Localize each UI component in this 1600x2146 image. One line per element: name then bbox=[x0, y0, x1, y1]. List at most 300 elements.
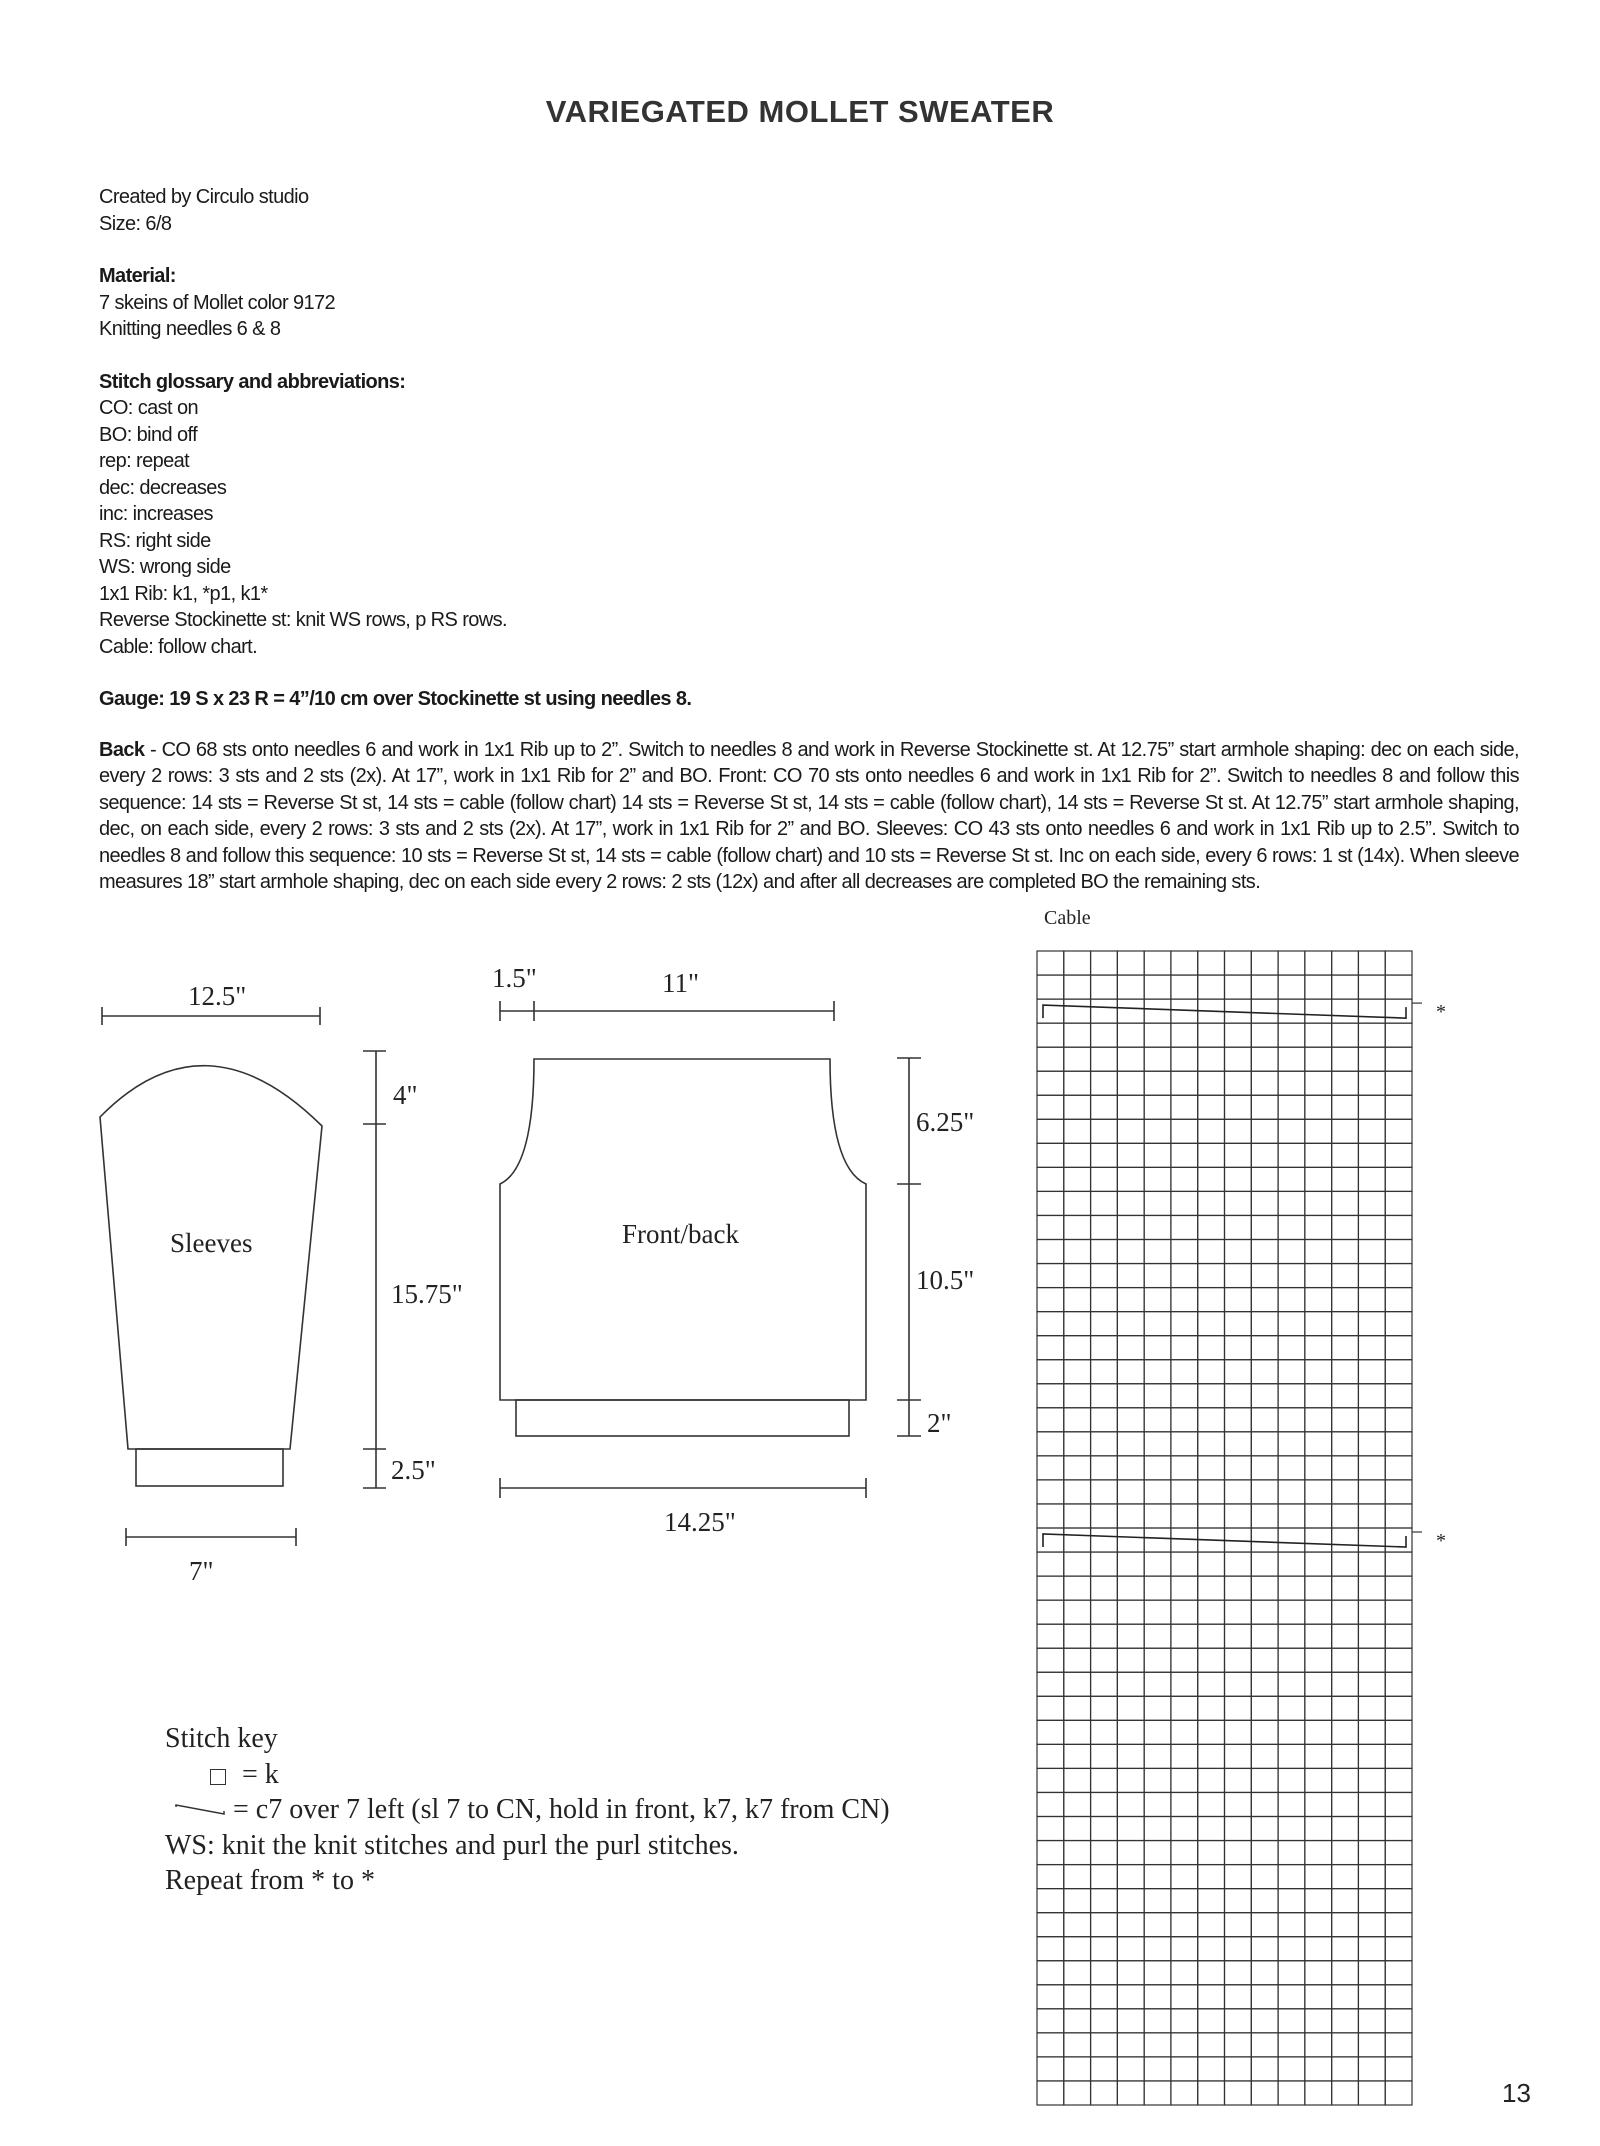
chart-cell bbox=[1305, 1672, 1332, 1696]
back-text: - CO 68 sts onto needles 6 and work in 1x1 Rib up to 2”. Switch to needles 8 and work in Reverse Stockinette st. At 12.75” start armhole shaping: dec on each side, every 2 rows: 3 sts and 2 sts (2x). At 17”, work in 1x1 Rib for 2” and BO. Front: CO 70 sts onto needles 6 and work in 1x1 Rib for 2”. Switch to needles 8 and follow this sequence: 14 sts = Reverse St st, 14 sts = cable (follow chart) 14 sts = Reverse St st, 14 sts = cable (follow chart), 14 sts = Reverse St st. At 12.75” start armhole shaping, dec, on each side, every 2 rows: 3 sts and 2 sts (2x). At 17”, work in 1x1 Rib for 2” and BO. Sleeves: CO 43 sts onto needles 6 and work in 1x1 Rib up to 2.5”. Switch to needles 8 and follow this sequence: 10 sts = Reverse St st, 14 sts = cable (follow chart) and 10 sts = Reverse St st. Inc on each side, every 6 rows: 1 st (14x). When sleeve measures 18” start armhole shaping, dec on each side every 2 rows: 2 sts (12x) and after all decreases are completed BO the remaining sts. bbox=[99, 738, 1519, 893]
chart-cell bbox=[1198, 1865, 1225, 1889]
chart-cell bbox=[1332, 1167, 1359, 1191]
chart-cell bbox=[1251, 2081, 1278, 2105]
chart-cell bbox=[1144, 1288, 1171, 1312]
chart-cell bbox=[1198, 2033, 1225, 2057]
chart-cell bbox=[1278, 1841, 1305, 1865]
chart-cell bbox=[1198, 1624, 1225, 1648]
chart-cell bbox=[1144, 1215, 1171, 1239]
glossary-line: WS: wrong side bbox=[99, 556, 231, 578]
chart-cell bbox=[1117, 2057, 1144, 2081]
chart-cell bbox=[1064, 1576, 1091, 1600]
chart-cell bbox=[1064, 1744, 1091, 1768]
chart-cell bbox=[1037, 1264, 1064, 1288]
chart-cell bbox=[1305, 1288, 1332, 1312]
chart-cell bbox=[1117, 1360, 1144, 1384]
chart-cell bbox=[1064, 1023, 1091, 1047]
chart-cell bbox=[1144, 1672, 1171, 1696]
chart-cell bbox=[1171, 1720, 1198, 1744]
chart-cell bbox=[1091, 1384, 1118, 1408]
chart-cell bbox=[1278, 1360, 1305, 1384]
chart-cell bbox=[1332, 1480, 1359, 1504]
chart-cell bbox=[1305, 1576, 1332, 1600]
chart-cell bbox=[1332, 1071, 1359, 1095]
chart-cell bbox=[1385, 1600, 1412, 1624]
stitch-key-knit-text: = k bbox=[242, 1758, 279, 1790]
chart-cell bbox=[1385, 1744, 1412, 1768]
chart-cell bbox=[1358, 1985, 1385, 2009]
chart-cell bbox=[1198, 2009, 1225, 2033]
chart-cell bbox=[1171, 1167, 1198, 1191]
chart-cell bbox=[1117, 1961, 1144, 1985]
chart-cell bbox=[1225, 1480, 1252, 1504]
chart-cell bbox=[1117, 1937, 1144, 1961]
chart-cell bbox=[1171, 1600, 1198, 1624]
chart-cell bbox=[1091, 1672, 1118, 1696]
chart-cell bbox=[1305, 1119, 1332, 1143]
chart-cell bbox=[1091, 1191, 1118, 1215]
chart-cell bbox=[1332, 1696, 1359, 1720]
chart-cell bbox=[1171, 1047, 1198, 1071]
chart-cell bbox=[1144, 1167, 1171, 1191]
chart-cell bbox=[1305, 1768, 1332, 1792]
chart-cell bbox=[1117, 1841, 1144, 1865]
chart-cell bbox=[1091, 1937, 1118, 1961]
chart-cell bbox=[1385, 1648, 1412, 1672]
chart-cell bbox=[1385, 1720, 1412, 1744]
chart-cell bbox=[1251, 1792, 1278, 1816]
chart-cell bbox=[1358, 1143, 1385, 1167]
chart-cell bbox=[1251, 1600, 1278, 1624]
chart-cell bbox=[1117, 1504, 1144, 1528]
chart-cell bbox=[1385, 1143, 1412, 1167]
chart-cell bbox=[1305, 1865, 1332, 1889]
chart-cell bbox=[1037, 1672, 1064, 1696]
chart-cell bbox=[1225, 1288, 1252, 1312]
chart-cell bbox=[1117, 1696, 1144, 1720]
chart-cell bbox=[1305, 1167, 1332, 1191]
chart-cell bbox=[1091, 1119, 1118, 1143]
chart-cell bbox=[1064, 1047, 1091, 1071]
chart-cell bbox=[1171, 1648, 1198, 1672]
chart-cell bbox=[1171, 2081, 1198, 2105]
chart-cell bbox=[1144, 1191, 1171, 1215]
chart-cell bbox=[1064, 1360, 1091, 1384]
body-length-label: 10.5" bbox=[916, 1265, 975, 1295]
chart-cell bbox=[1091, 1720, 1118, 1744]
chart-cell bbox=[1117, 1264, 1144, 1288]
body-label: Front/back bbox=[622, 1219, 739, 1249]
chart-cell bbox=[1332, 1913, 1359, 1937]
chart-cell bbox=[1251, 2057, 1278, 2081]
chart-cell bbox=[1385, 2009, 1412, 2033]
chart-cell bbox=[1171, 1312, 1198, 1336]
chart-cell bbox=[1091, 2033, 1118, 2057]
chart-cell bbox=[1332, 1215, 1359, 1239]
chart-cell bbox=[1144, 975, 1171, 999]
chart-cell bbox=[1144, 1648, 1171, 1672]
chart-cell bbox=[1144, 1528, 1171, 1552]
chart-cell bbox=[1251, 1961, 1278, 1985]
chart-cell bbox=[1358, 1119, 1385, 1143]
material-heading: Material: bbox=[99, 265, 176, 287]
chart-cell bbox=[1278, 1985, 1305, 2009]
chart-cell bbox=[1117, 1312, 1144, 1336]
chart-cell bbox=[1064, 1288, 1091, 1312]
chart-cell bbox=[1144, 1985, 1171, 2009]
chart-cell bbox=[1278, 1456, 1305, 1480]
chart-cell bbox=[1332, 1504, 1359, 1528]
chart-cell bbox=[1037, 1143, 1064, 1167]
chart-cell bbox=[1385, 1215, 1412, 1239]
chart-cell bbox=[1358, 1744, 1385, 1768]
chart-cell bbox=[1358, 1768, 1385, 1792]
chart-cell bbox=[1385, 999, 1412, 1023]
chart-cell bbox=[1305, 2009, 1332, 2033]
chart-cell bbox=[1278, 1480, 1305, 1504]
glossary-line: inc: increases bbox=[99, 503, 213, 525]
chart-cell bbox=[1358, 999, 1385, 1023]
body-rib bbox=[516, 1400, 849, 1436]
chart-cell bbox=[1278, 1288, 1305, 1312]
chart-cell bbox=[1037, 1528, 1064, 1552]
chart-cell bbox=[1278, 1408, 1305, 1432]
chart-cell bbox=[1358, 1288, 1385, 1312]
chart-cell bbox=[1198, 1432, 1225, 1456]
chart-cell bbox=[1171, 1071, 1198, 1095]
chart-cell bbox=[1037, 1985, 1064, 2009]
chart-cell bbox=[1198, 1889, 1225, 1913]
chart-cell bbox=[1358, 1312, 1385, 1336]
chart-cell bbox=[1358, 951, 1385, 975]
chart-cell bbox=[1225, 1047, 1252, 1071]
chart-cell bbox=[1251, 1913, 1278, 1937]
chart-cell bbox=[1064, 1336, 1091, 1360]
chart-cell bbox=[1144, 1817, 1171, 1841]
chart-cell bbox=[1385, 1985, 1412, 2009]
chart-cell bbox=[1225, 1071, 1252, 1095]
chart-cell bbox=[1305, 1047, 1332, 1071]
chart-cell bbox=[1037, 1504, 1064, 1528]
chart-cell bbox=[1037, 1792, 1064, 1816]
chart-cell bbox=[1278, 1913, 1305, 1937]
chart-cell bbox=[1037, 1865, 1064, 1889]
chart-cell bbox=[1305, 1023, 1332, 1047]
chart-cell bbox=[1385, 1384, 1412, 1408]
chart-cell bbox=[1171, 1288, 1198, 1312]
chart-cell bbox=[1358, 1696, 1385, 1720]
chart-cell bbox=[1278, 1119, 1305, 1143]
chart-cell bbox=[1332, 1552, 1359, 1576]
chart-cell bbox=[1198, 1071, 1225, 1095]
chart-cell bbox=[1144, 1408, 1171, 1432]
chart-cell bbox=[1144, 1240, 1171, 1264]
chart-cell bbox=[1064, 2033, 1091, 2057]
chart-cell bbox=[1117, 1240, 1144, 1264]
chart-cell bbox=[1037, 1937, 1064, 1961]
chart-cell bbox=[1198, 1817, 1225, 1841]
chart-cell bbox=[1144, 1264, 1171, 1288]
chart-cell bbox=[1251, 1360, 1278, 1384]
chart-cell bbox=[1091, 2009, 1118, 2033]
chart-cell bbox=[1385, 1696, 1412, 1720]
chart-title: Cable bbox=[1044, 907, 1091, 929]
chart-cell bbox=[1198, 1600, 1225, 1624]
chart-cell bbox=[1251, 1384, 1278, 1408]
chart-cell bbox=[1037, 1889, 1064, 1913]
chart-cell bbox=[1385, 1047, 1412, 1071]
chart-cell bbox=[1117, 1408, 1144, 1432]
chart-cell bbox=[1225, 1672, 1252, 1696]
chart-cell bbox=[1091, 1095, 1118, 1119]
chart-cell bbox=[1332, 1744, 1359, 1768]
chart-cell bbox=[1171, 1215, 1198, 1239]
chart-cell bbox=[1385, 1167, 1412, 1191]
page-number: 13 bbox=[1502, 2078, 1531, 2108]
chart-cell bbox=[1358, 2009, 1385, 2033]
chart-cell bbox=[1198, 1191, 1225, 1215]
chart-cell bbox=[1332, 1456, 1359, 1480]
chart-cell bbox=[1037, 1624, 1064, 1648]
chart-cell bbox=[1091, 975, 1118, 999]
chart-cell bbox=[1278, 1264, 1305, 1288]
chart-cell bbox=[1064, 1648, 1091, 1672]
chart-cell bbox=[1091, 1648, 1118, 1672]
chart-cell bbox=[1251, 1624, 1278, 1648]
chart-cell bbox=[1385, 1408, 1412, 1432]
chart-cell bbox=[1064, 1889, 1091, 1913]
chart-cell bbox=[1144, 1865, 1171, 1889]
chart-cell bbox=[1225, 1744, 1252, 1768]
chart-cell bbox=[1198, 1119, 1225, 1143]
chart-cell bbox=[1358, 1336, 1385, 1360]
chart-cell bbox=[1117, 1336, 1144, 1360]
chart-cell bbox=[1117, 1913, 1144, 1937]
chart-cell bbox=[1332, 2081, 1359, 2105]
chart-cell bbox=[1332, 1336, 1359, 1360]
chart-cell bbox=[1117, 2033, 1144, 2057]
chart-cell bbox=[1064, 1432, 1091, 1456]
chart-cell bbox=[1385, 975, 1412, 999]
chart-cell bbox=[1091, 1792, 1118, 1816]
chart-cell bbox=[1198, 1360, 1225, 1384]
chart-cell bbox=[1385, 1865, 1412, 1889]
stitch-key-ws-note: WS: knit the knit stitches and purl the purl stitches. bbox=[165, 1829, 739, 1861]
chart-cell bbox=[1225, 1552, 1252, 1576]
chart-cell bbox=[1305, 2057, 1332, 2081]
chart-cell bbox=[1251, 1648, 1278, 1672]
chart-cell bbox=[1198, 1576, 1225, 1600]
chart-cell bbox=[1332, 1648, 1359, 1672]
chart-cell bbox=[1278, 1600, 1305, 1624]
chart-cell bbox=[1251, 1167, 1278, 1191]
chart-cell bbox=[1251, 1576, 1278, 1600]
chart-cell bbox=[1305, 1841, 1332, 1865]
chart-cell bbox=[1198, 2081, 1225, 2105]
chart-cell bbox=[1358, 1264, 1385, 1288]
chart-cell bbox=[1385, 1576, 1412, 1600]
chart-cell bbox=[1251, 1023, 1278, 1047]
chart-cell bbox=[1064, 1504, 1091, 1528]
chart-cell bbox=[1091, 1865, 1118, 1889]
chart-cell bbox=[1358, 1720, 1385, 1744]
stitch-key-cable-text: = c7 over 7 left (sl 7 to CN, hold in front, k7, k7 from CN) bbox=[233, 1794, 890, 1825]
chart-cell bbox=[1091, 1985, 1118, 2009]
chart-cell bbox=[1305, 1312, 1332, 1336]
chart-cell bbox=[1385, 1792, 1412, 1816]
chart-cell bbox=[1251, 1288, 1278, 1312]
repeat-marker-top: * bbox=[1436, 1001, 1446, 1024]
chart-cell bbox=[1091, 1215, 1118, 1239]
chart-cell bbox=[1358, 1817, 1385, 1841]
stitch-key-knit bbox=[165, 1757, 985, 1793]
chart-cell bbox=[1385, 1841, 1412, 1865]
chart-cell bbox=[1144, 2033, 1171, 2057]
chart-cell bbox=[1278, 1552, 1305, 1576]
stitch-key-heading: Stitch key bbox=[165, 1723, 278, 1754]
chart-cell bbox=[1091, 1023, 1118, 1047]
chart-cell bbox=[1064, 1817, 1091, 1841]
chart-cell bbox=[1251, 1744, 1278, 1768]
back-lead: Back bbox=[99, 738, 145, 761]
chart-cell bbox=[1171, 1336, 1198, 1360]
chart-cell bbox=[1144, 1720, 1171, 1744]
sleeve-cuff bbox=[136, 1449, 283, 1486]
chart-cell bbox=[1332, 1720, 1359, 1744]
chart-cell bbox=[1037, 1600, 1064, 1624]
chart-cell bbox=[1064, 1191, 1091, 1215]
chart-cell bbox=[1091, 1552, 1118, 1576]
sleeve-cap-label: 4" bbox=[393, 1080, 418, 1110]
chart-cell bbox=[1385, 1023, 1412, 1047]
chart-cell bbox=[1305, 2033, 1332, 2057]
chart-cell bbox=[1358, 975, 1385, 999]
chart-cell bbox=[1225, 1384, 1252, 1408]
chart-cell bbox=[1225, 1215, 1252, 1239]
chart-cell bbox=[1064, 1913, 1091, 1937]
chart-cell bbox=[1225, 1600, 1252, 1624]
chart-cell bbox=[1091, 2081, 1118, 2105]
chart-cell bbox=[1332, 999, 1359, 1023]
chart-cell bbox=[1278, 1240, 1305, 1264]
chart-cell bbox=[1037, 1720, 1064, 1744]
chart-cell bbox=[1225, 1023, 1252, 1047]
chart-cell bbox=[1064, 1624, 1091, 1648]
page-title: VARIEGATED MOLLET SWEATER bbox=[545, 94, 1055, 129]
chart-cell bbox=[1117, 1119, 1144, 1143]
chart-cell bbox=[1171, 1552, 1198, 1576]
chart-cell bbox=[1091, 1768, 1118, 1792]
chart-cell bbox=[1332, 1408, 1359, 1432]
chart-cell bbox=[1358, 1047, 1385, 1071]
chart-cell bbox=[1332, 1288, 1359, 1312]
chart-cell bbox=[1064, 1095, 1091, 1119]
chart-cell bbox=[1144, 1841, 1171, 1865]
chart-cell bbox=[1091, 1744, 1118, 1768]
chart-cell bbox=[1332, 1624, 1359, 1648]
chart-cell bbox=[1225, 1264, 1252, 1288]
chart-cell bbox=[1037, 1961, 1064, 1985]
chart-cell bbox=[1144, 1312, 1171, 1336]
chart-cell bbox=[1144, 999, 1171, 1023]
chart-cell bbox=[1064, 1384, 1091, 1408]
gauge-line: Gauge: 19 S x 23 R = 4”/10 cm over Stockinette st using needles 8. bbox=[99, 688, 692, 710]
chart-cell bbox=[1064, 1600, 1091, 1624]
glossary-line: RS: right side bbox=[99, 529, 211, 552]
sleeve-label: Sleeves bbox=[170, 1228, 253, 1258]
chart-cell bbox=[1091, 1528, 1118, 1552]
chart-cell bbox=[1305, 1095, 1332, 1119]
chart-cell bbox=[1251, 1672, 1278, 1696]
chart-cell bbox=[1198, 1264, 1225, 1288]
chart-cell bbox=[1385, 1456, 1412, 1480]
chart-cell bbox=[1144, 1504, 1171, 1528]
chart-cell bbox=[1278, 2081, 1305, 2105]
chart-cell bbox=[1251, 1215, 1278, 1239]
chart-cell bbox=[1171, 1408, 1198, 1432]
chart-cell bbox=[1198, 1985, 1225, 2009]
chart-cell bbox=[1358, 1360, 1385, 1384]
chart-cell bbox=[1037, 1456, 1064, 1480]
chart-cell bbox=[1037, 1023, 1064, 1047]
chart-cell bbox=[1171, 2033, 1198, 2057]
chart-cell bbox=[1091, 1240, 1118, 1264]
chart-cell bbox=[1064, 1768, 1091, 1792]
body-neck-label: 11" bbox=[662, 968, 700, 998]
chart-cell bbox=[1305, 1648, 1332, 1672]
chart-cell bbox=[1064, 1528, 1091, 1552]
chart-cell bbox=[1091, 1456, 1118, 1480]
chart-cell bbox=[1198, 1456, 1225, 1480]
chart-cell bbox=[1358, 1913, 1385, 1937]
chart-cell bbox=[1064, 2009, 1091, 2033]
chart-cell bbox=[1117, 1432, 1144, 1456]
chart-cell bbox=[1332, 1143, 1359, 1167]
chart-cell bbox=[1278, 1648, 1305, 1672]
chart-cell bbox=[1385, 1312, 1412, 1336]
chart-cell bbox=[1305, 2081, 1332, 2105]
chart-cell bbox=[1305, 1552, 1332, 1576]
chart-cell bbox=[1198, 1143, 1225, 1167]
chart-cell bbox=[1358, 1167, 1385, 1191]
chart-cell bbox=[1144, 1696, 1171, 1720]
chart-cell bbox=[1091, 1408, 1118, 1432]
chart-cell bbox=[1144, 1624, 1171, 1648]
chart-cell bbox=[1278, 1720, 1305, 1744]
chart-cell bbox=[1064, 1408, 1091, 1432]
chart-cell bbox=[1091, 1600, 1118, 1624]
chart-cell bbox=[1278, 1865, 1305, 1889]
chart-cell bbox=[1225, 1624, 1252, 1648]
chart-cell bbox=[1251, 1119, 1278, 1143]
chart-cell bbox=[1251, 1336, 1278, 1360]
chart-cell bbox=[1037, 2033, 1064, 2057]
chart-cell bbox=[1171, 1119, 1198, 1143]
chart-cell bbox=[1385, 1071, 1412, 1095]
chart-cell bbox=[1358, 1961, 1385, 1985]
chart-cell bbox=[1064, 1143, 1091, 1167]
chart-cell bbox=[1225, 1889, 1252, 1913]
chart-cell bbox=[1358, 1841, 1385, 1865]
chart-cell bbox=[1198, 1961, 1225, 1985]
chart-cell bbox=[1251, 1817, 1278, 1841]
chart-cell bbox=[1144, 1768, 1171, 1792]
chart-cell bbox=[1332, 951, 1359, 975]
chart-cell bbox=[1278, 1023, 1305, 1047]
chart-cell bbox=[1385, 1432, 1412, 1456]
chart-cell bbox=[1225, 1648, 1252, 1672]
chart-cell bbox=[1037, 951, 1064, 975]
